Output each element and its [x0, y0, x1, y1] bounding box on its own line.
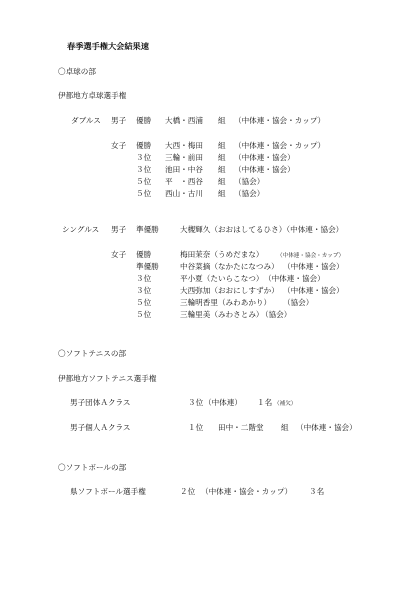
player-name: 大西弥加（おおにしすずか） [180, 286, 279, 295]
affiliation-note: （中体連・協会） [234, 165, 295, 174]
player-name: 中谷菜摘（なかたになつみ） [180, 262, 279, 271]
player-name: 平小夏（たいらこなつ） [180, 274, 264, 283]
place: 優勝 [136, 250, 152, 259]
pair-names: 平 ・西谷 [165, 177, 203, 186]
tournament-name: 県ソフトボール選手権 [70, 487, 146, 496]
place: ５位 [136, 177, 152, 186]
event-label-singles: シングルス [62, 225, 100, 234]
affiliation-note: （中体連・協会） [283, 262, 344, 271]
member-count-note: （補欠） [274, 401, 297, 407]
section-heading-softball: 〇ソフトボールの部 [58, 463, 127, 472]
place: ２位 [180, 487, 196, 496]
pair-names: 西山・古川 [165, 189, 203, 198]
place: ３位 [136, 274, 152, 283]
class-label: 男子団体Ａクラス [70, 398, 131, 407]
event-label-doubles: ダブルス [71, 116, 101, 125]
tournament-name: 伊都地方卓球選手権 [58, 91, 127, 100]
section-heading-soft-tennis: 〇ソフトテニスの部 [58, 349, 127, 358]
pair-suffix: 組 [218, 153, 226, 162]
pair-suffix: 組 [218, 177, 226, 186]
gender-label: 男子 [111, 225, 127, 234]
place: 準優勝 [136, 262, 159, 271]
pair-suffix: 組 [218, 141, 226, 150]
player-name: 梅田茉奈（うめだまな） [180, 250, 264, 259]
place: ５位 [136, 298, 152, 307]
affiliation-note: （中体連・協会） [283, 286, 344, 295]
place: ３位 [188, 398, 204, 407]
player-name: 三輪明香里（みわあかり） [180, 298, 272, 307]
pair-names: 大橋・西浦 [165, 116, 203, 125]
member-count: １名 [257, 398, 273, 407]
place: ３位 [136, 153, 152, 162]
place: ３位 [136, 286, 152, 295]
gender-label: 男子 [111, 116, 127, 125]
affiliation-note: （中体連） [204, 398, 242, 407]
affiliation-note: （中体連・協会） [296, 423, 357, 432]
member-count: ３名 [309, 487, 325, 496]
gender-label: 女子 [111, 141, 127, 150]
pair-names: 大西・梅田 [165, 141, 203, 150]
affiliation-note: （協会） [234, 189, 265, 198]
tournament-name: 伊都地方ソフトテニス選手権 [58, 374, 157, 383]
player-name: 三輪里美（みわさとみ） [180, 310, 264, 319]
affiliation-note: （協会） [283, 298, 314, 307]
pair-suffix: 組 [218, 116, 226, 125]
pair-names: 三輪・前田 [165, 153, 203, 162]
class-label: 男子個人Ａクラス [70, 423, 131, 432]
pair-suffix: 組 [218, 165, 226, 174]
affiliation-note: （協会） [261, 310, 292, 319]
place: 準優勝 [136, 225, 159, 234]
place: ５位 [136, 189, 152, 198]
affiliation-note: （中体連・協会・カップ） [234, 116, 326, 125]
pair-names: 田中・二階堂 [218, 423, 264, 432]
section-heading-table-tennis: 〇卓球の部 [58, 67, 96, 76]
pair-suffix: 組 [281, 423, 289, 432]
pair-names: 池田・中谷 [165, 165, 203, 174]
affiliation-note: （協会） [234, 177, 265, 186]
gender-label: 女子 [111, 250, 127, 259]
affiliation-note: （中体連・協会） [264, 274, 325, 283]
affiliation-note: （中体連・協会・カップ） [234, 141, 326, 150]
affiliation-note: （中体連・協会） [234, 153, 295, 162]
place: 優勝 [136, 141, 152, 150]
page-title: 春季選手権大会結果速 [67, 41, 149, 51]
place: ５位 [136, 310, 152, 319]
affiliation-note: （中体連・協会・カップ） [277, 253, 345, 259]
pair-suffix: 組 [218, 189, 226, 198]
place: ３位 [136, 165, 152, 174]
player-name: 大槻輝久（おおはしてるひさ）（中体連・協会） [180, 225, 344, 234]
affiliation-note: （中体連・協会・カップ） [201, 487, 293, 496]
place: 優勝 [136, 116, 152, 125]
place: １位 [188, 423, 204, 432]
